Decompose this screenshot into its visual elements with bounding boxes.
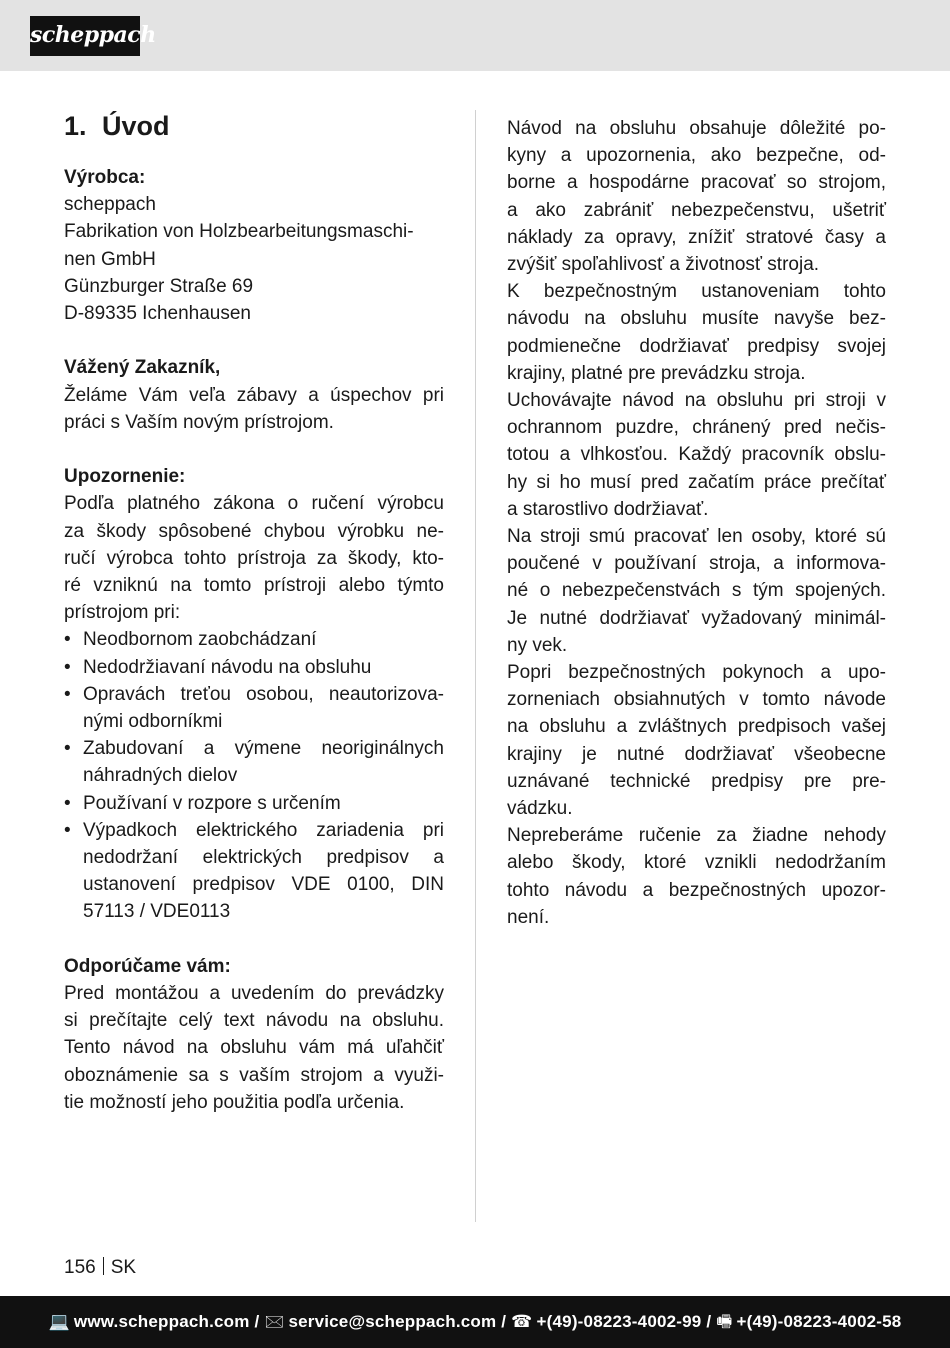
liability-list <box>64 626 444 925</box>
paragraph-line: Popri bezpečnostných pokynoch a upo- <box>507 662 886 684</box>
paragraph-line: zvýšiť spoľahlivosť a životnosť stroja. <box>507 254 820 276</box>
paragraph <box>507 387 886 523</box>
greeting-line: práci s Vaším novým prístrojom. <box>64 411 334 433</box>
recommend-line: Tento návod na obsluhu vám má uľahčiť <box>64 1037 444 1059</box>
paragraph-line: K bezpečnostným ustanoveniam tohto <box>507 281 886 303</box>
scheppach-logo: scheppach <box>30 16 140 56</box>
phone-icon: ☎ <box>511 1312 533 1331</box>
envelope-icon: 🖂 <box>264 1312 285 1331</box>
recommend-block <box>64 953 444 1116</box>
fax-icon: 🖷 <box>716 1312 733 1331</box>
section-title <box>64 108 444 144</box>
greeting-line: Želáme Vám veľa zábavy a úspechov pri <box>64 384 444 406</box>
paragraph-line: poučené v používaní stroja, a informova- <box>507 553 886 575</box>
greeting-heading: Vážený Zakazník, <box>64 357 221 379</box>
list-item <box>64 654 444 681</box>
list-item-line: 57113 / VDE0113 <box>83 901 231 923</box>
list-item-line: • Opravách treťou osobou, neautorizova- <box>83 683 444 705</box>
recommend-line: tie možností jeho použitia podľa určenia. <box>64 1091 405 1113</box>
list-item <box>64 626 444 653</box>
paragraph-line: náklady za opravy, znížiť stratové časy a <box>507 226 886 248</box>
page-number-separator <box>103 1257 104 1275</box>
paragraph-line: borne a hospodárne pracovať so strojom, <box>507 172 886 194</box>
page-language: SK <box>110 1257 137 1278</box>
paragraph-line: a ako zabrániť nebezpečenstvu, ušetriť <box>507 199 886 221</box>
paragraph-line: né o nebezpečenstvách s tým spojených. <box>507 580 886 602</box>
list-item-line: ustanovení predpisov VDE 0100, DIN <box>83 874 444 896</box>
manufacturer-line: D-89335 Ichenhausen <box>64 303 251 325</box>
footer-email-link[interactable]: service@scheppach.com / <box>288 1312 507 1331</box>
notice-line: ručí výrobca tohto prístroja za škody, kto- <box>64 547 444 569</box>
footer-website-link[interactable]: www.scheppach.com / <box>73 1312 260 1331</box>
paragraph-line: uznávané technické predpisy pre pre- <box>507 770 886 792</box>
paragraph-line: zorneniach obsiahnutých v tomto návode <box>507 689 886 711</box>
list-item <box>64 735 444 789</box>
manufacturer-block <box>64 164 444 327</box>
paragraph-line: není. <box>507 906 550 928</box>
paragraph <box>507 822 886 931</box>
list-item <box>64 817 444 926</box>
paragraph-line: ny vek. <box>507 634 568 656</box>
laptop-icon: 💻 <box>48 1312 70 1331</box>
column-divider <box>475 110 476 1222</box>
notice-line: za škody spôsobené chybou výrobku ne- <box>64 520 444 542</box>
header-bar <box>0 0 950 71</box>
paragraph-line: Uchovávajte návod na obsluhu pri stroji v <box>507 390 886 412</box>
list-item-line: • Používaní v rozpore s určením <box>83 792 341 814</box>
list-item-line: • Nedodržiavaní návodu na obsluhu <box>83 656 372 678</box>
paragraph-line: ochrannom puzdre, chránený pred nečis- <box>507 417 886 439</box>
list-item-line: náhradných dielov <box>83 765 238 787</box>
list-item-line: nými odborníkmi <box>83 711 223 733</box>
notice-block <box>64 463 444 925</box>
recommend-heading: Odporúčame vám: <box>64 955 231 977</box>
list-item-line: • Zabudovaní a výmene neoriginálnych <box>83 738 444 760</box>
paragraph-line: podmienečne dodržiavať predpisy svojej <box>507 335 886 357</box>
greeting-block <box>64 354 444 436</box>
section-number: 1. <box>64 111 87 141</box>
paragraph-line: krajiny je nutné dodržiavať všeobecne <box>507 743 886 765</box>
paragraph-line: a starostlivo dodržiavať. <box>507 498 709 520</box>
paragraph <box>507 523 886 659</box>
section-title-text: Úvod <box>102 111 170 141</box>
paragraph-line: návodu na obsluhu musíte navyše bez- <box>507 308 886 330</box>
recommend-line: si prečítajte celý text návodu na obsluhu. <box>64 1010 444 1032</box>
footer-phone: +(49)-08223-4002-99 / <box>536 1312 712 1331</box>
paragraph-line: krajiny, platné pre prevádzku stroja. <box>507 362 806 384</box>
notice-heading: Upozornenie: <box>64 466 186 488</box>
paragraph <box>507 115 886 278</box>
recommend-line: oboznámenie sa s vaším strojom a využi- <box>64 1064 444 1086</box>
paragraph <box>507 659 886 822</box>
paragraph-line: alebo škody, ktoré vznikli nedodržaním <box>507 852 886 874</box>
paragraph-line: tohto návodu a bezpečnostných upozor- <box>507 879 886 901</box>
paragraph-line: na obsluhu a zvláštnych predpisoch vašej <box>507 716 886 738</box>
paragraph-line: totou a vlhkosťou. Každý pracovník obslu- <box>507 444 886 466</box>
list-item-line: • Výpadkoch elektrického zariadenia pri <box>83 819 444 841</box>
paragraph-line: Na stroji smú pracovať len osoby, ktoré sú <box>507 526 886 548</box>
manufacturer-heading: Výrobca: <box>64 167 146 188</box>
paragraph-line: Návod na obsluhu obsahuje dôležité po- <box>507 118 886 139</box>
paragraph <box>507 278 886 387</box>
list-item-line: • Neodbornom zaobchádzaní <box>83 629 317 651</box>
notice-line: prístrojom pri: <box>64 602 181 624</box>
paragraph-line: kyny a upozornenia, ako bezpečne, od- <box>507 145 886 167</box>
paragraph-line: Je nutné dodržiavať vyžadovaný minimál- <box>507 607 886 629</box>
manufacturer-line: nen GmbH <box>64 248 156 270</box>
notice-line: Podľa platného zákona o ručení výrobcu <box>64 493 444 515</box>
manufacturer-line: Fabrikation von Holzbearbeitungsmaschi- <box>64 221 414 243</box>
list-item <box>64 790 444 817</box>
right-column <box>507 115 886 931</box>
list-item-line: nedodržaní elektrických predpisov a <box>83 847 444 869</box>
footer-fax: +(49)-08223-4002-58 <box>736 1312 902 1331</box>
page-number-value: 156 <box>64 1257 96 1278</box>
paragraph-line: Nepreberáme ručenie za žiadne nehody <box>507 825 886 847</box>
footer-bar <box>0 1296 950 1348</box>
manufacturer-line: Günzburger Straße 69 <box>64 275 254 297</box>
recommend-line: Pred montážou a uvedením do prevádzky <box>64 983 444 1005</box>
notice-line: ré vzniknú na tomto prístroji alebo týmto <box>64 575 444 597</box>
paragraph-line: vádzku. <box>507 798 573 820</box>
page-number <box>64 1256 136 1280</box>
list-item <box>64 681 444 735</box>
left-column <box>64 108 444 1143</box>
manufacturer-line: scheppach <box>64 194 156 216</box>
paragraph-line: hy si ho musí pred začatím práce prečítať <box>507 471 886 493</box>
